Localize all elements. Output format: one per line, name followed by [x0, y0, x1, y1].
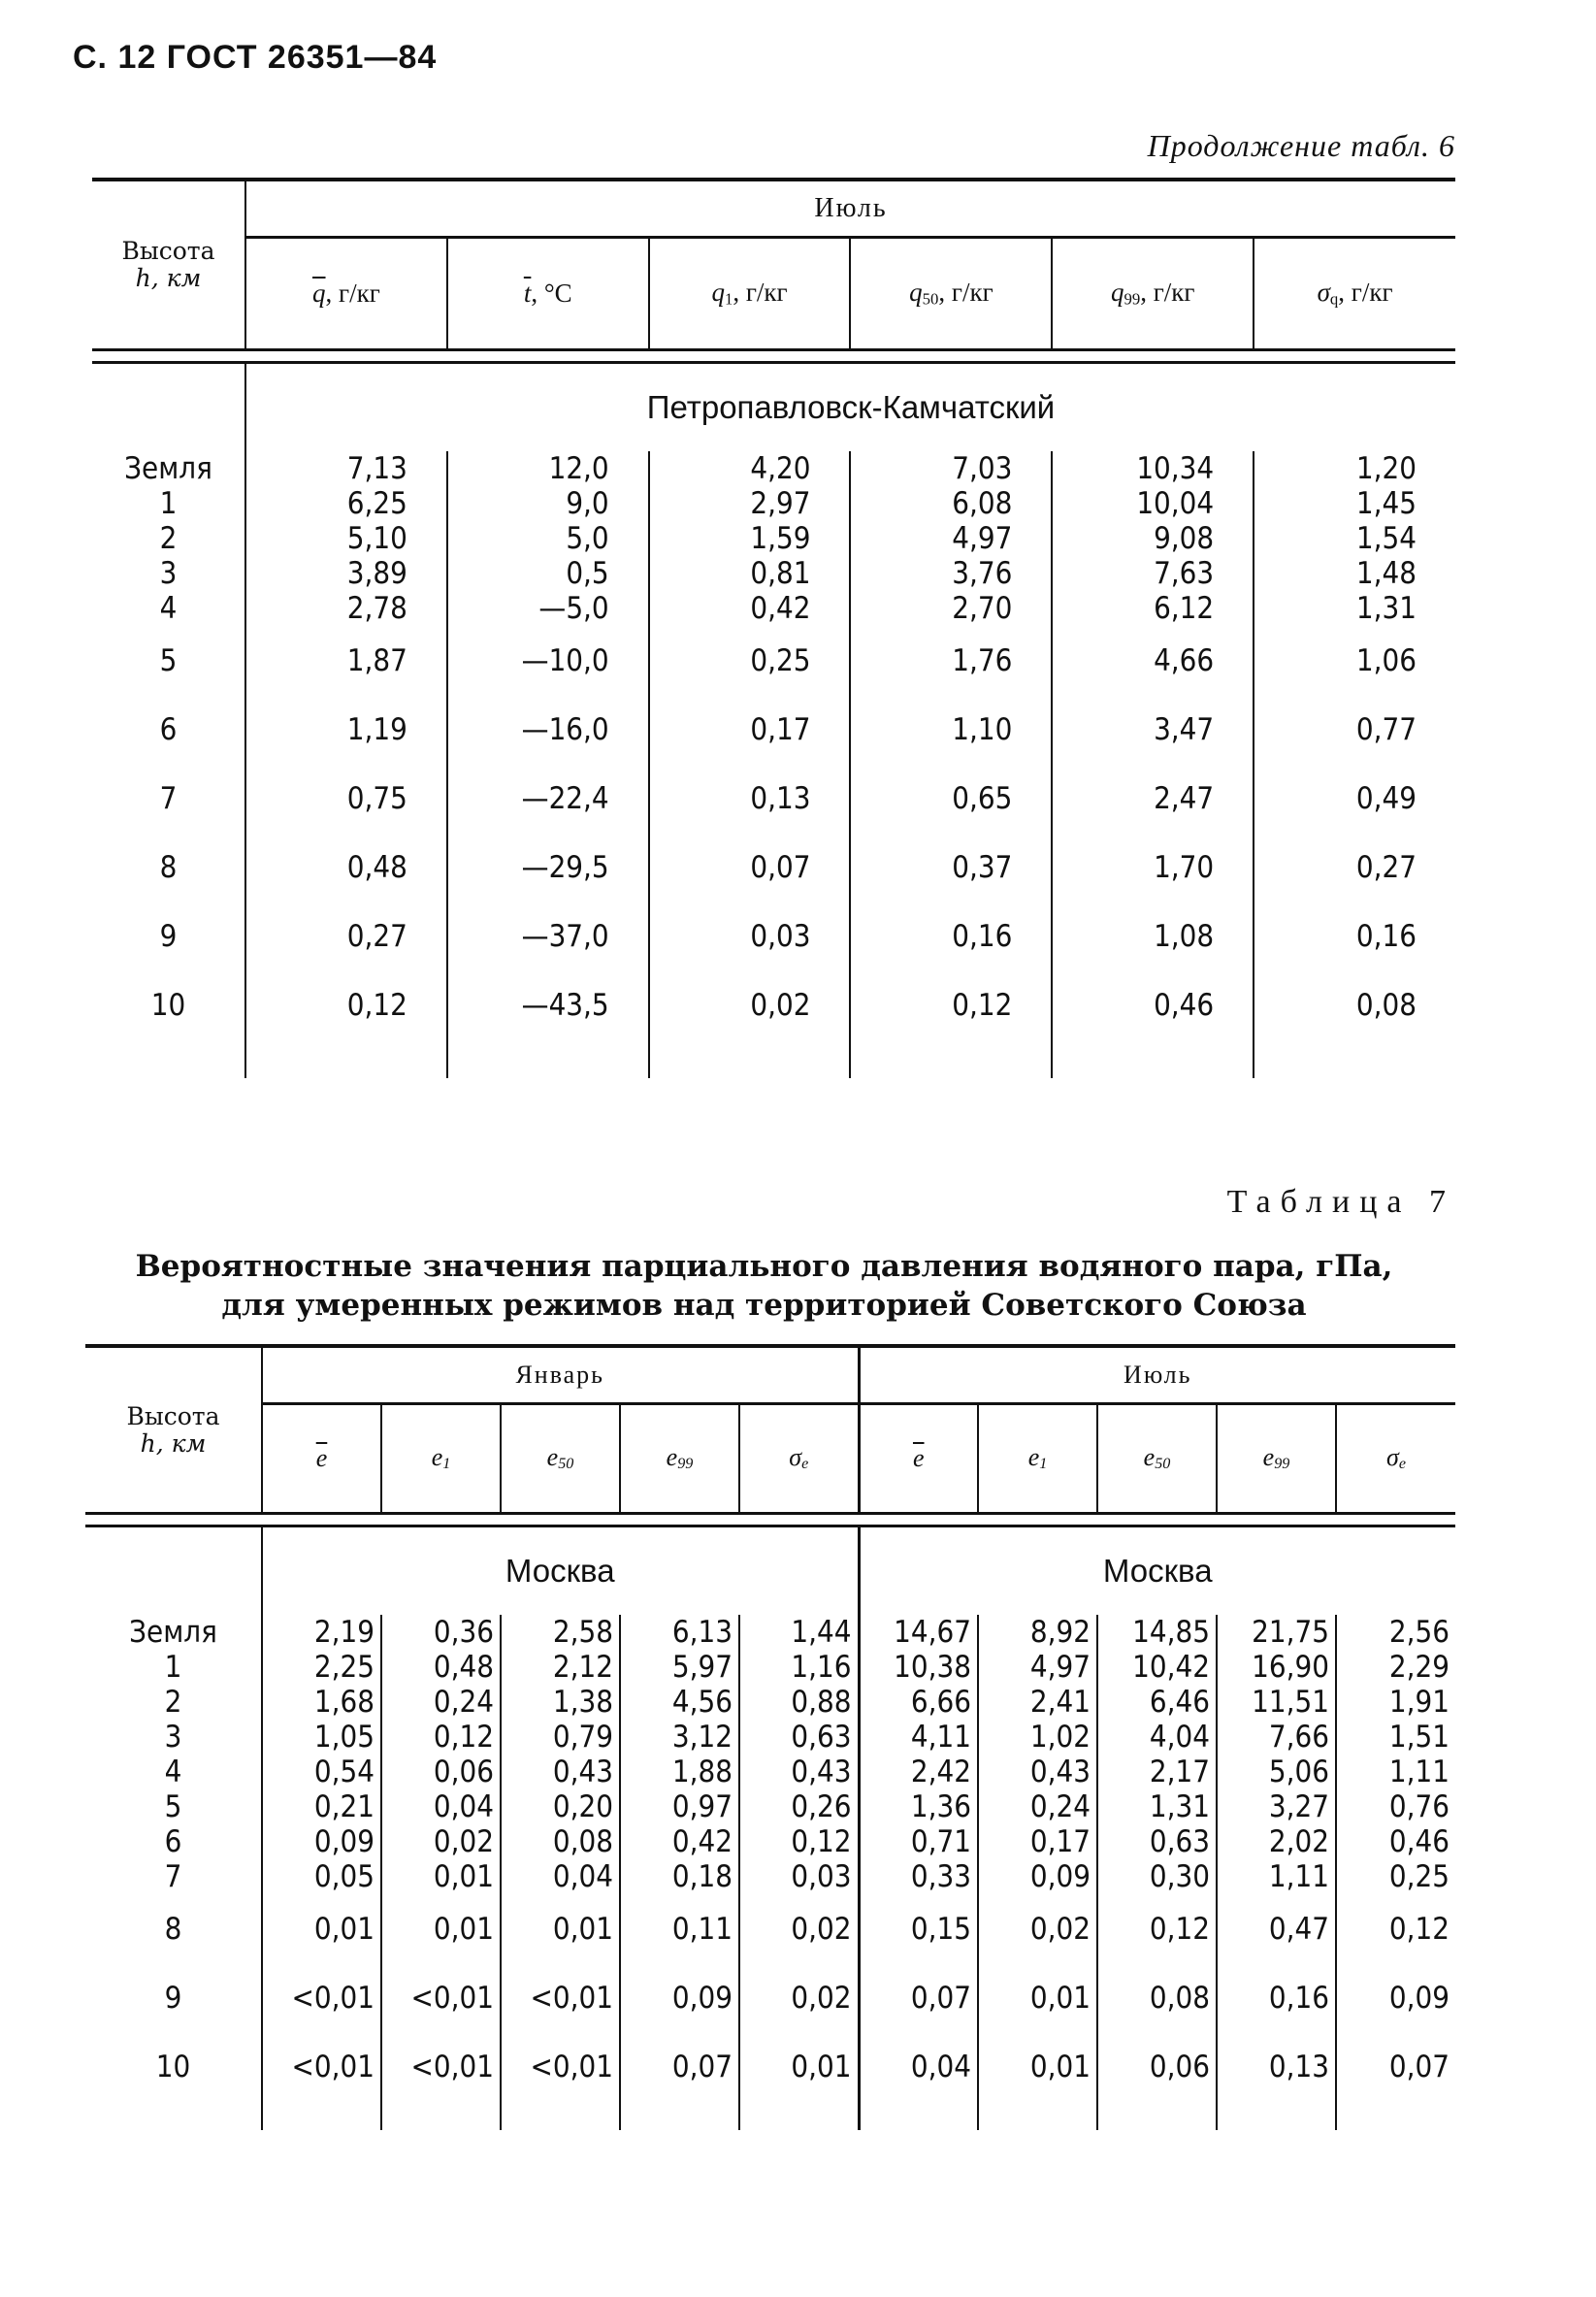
value-cell: 0,42 — [620, 1824, 739, 1859]
value-cell: 0,24 — [381, 1685, 501, 1720]
value-cell: 6,13 — [620, 1615, 739, 1650]
table-row — [92, 626, 1455, 695]
value-cell: 2,97 — [649, 486, 851, 521]
column-header — [739, 1404, 859, 1514]
value-cell: 0,12 — [739, 1824, 859, 1859]
column-header — [850, 238, 1052, 350]
value-cell: 0,09 — [620, 1963, 739, 2032]
table-row — [85, 1824, 1455, 1859]
value-cell: 2,25 — [262, 1650, 381, 1685]
value-cell: 0,04 — [859, 2032, 978, 2101]
height-cell: 2 — [159, 521, 178, 556]
column-header — [501, 1404, 620, 1514]
value-cell: 4,97 — [850, 521, 1052, 556]
value-cell: 3,76 — [850, 556, 1052, 591]
value-cell: 12,0 — [447, 451, 649, 486]
value-cell: 4,66 — [1052, 626, 1254, 695]
value-cell: 0,01 — [381, 1894, 501, 1963]
value-cell: 1,54 — [1254, 521, 1455, 556]
value-cell: 4,04 — [1097, 1720, 1217, 1755]
value-cell: 0,02 — [649, 970, 851, 1039]
value-cell: 0,63 — [739, 1720, 859, 1755]
value-cell: —37,0 — [447, 902, 649, 970]
value-cell: 0,09 — [978, 1859, 1097, 1894]
value-cell: 0,01 — [978, 1963, 1097, 2032]
value-cell: 1,08 — [1052, 902, 1254, 970]
value-cell: 1,31 — [1254, 591, 1455, 626]
page-header: С. 12 ГОСТ 26351—84 — [73, 39, 438, 76]
height-cell: 7 — [159, 780, 178, 816]
height-cell: 10 — [150, 987, 186, 1023]
table-row — [85, 1789, 1455, 1824]
value-cell: 2,19 — [262, 1615, 381, 1650]
table-row — [85, 1685, 1455, 1720]
value-cell: 0,02 — [739, 1963, 859, 2032]
month-header-july: Июль — [859, 1346, 1455, 1404]
table-row — [85, 1755, 1455, 1789]
column-header — [1336, 1404, 1455, 1514]
value-cell: <0,01 — [381, 1963, 501, 2032]
value-cell: 0,43 — [501, 1755, 620, 1789]
height-unit-label: h, км — [135, 264, 202, 292]
value-cell: 0,25 — [1336, 1859, 1455, 1894]
height-cell: 6 — [159, 711, 178, 747]
value-cell: 0,26 — [739, 1789, 859, 1824]
column-header — [447, 238, 649, 350]
value-cell: 0,06 — [381, 1755, 501, 1789]
column-symbol: $\overline{t}$ — [523, 279, 532, 308]
table-continuation-label: Продолжение табл. 6 — [1147, 128, 1455, 163]
city-row — [92, 363, 1455, 452]
value-cell: 0,30 — [1097, 1859, 1217, 1894]
value-cell: 6,08 — [850, 486, 1052, 521]
month-header-january: Январь — [262, 1346, 859, 1404]
value-cell: 0,17 — [649, 695, 851, 764]
value-cell: 0,12 — [1336, 1894, 1455, 1963]
value-cell: 0,01 — [381, 1859, 501, 1894]
height-cell: 4 — [159, 591, 178, 626]
value-cell: —22,4 — [447, 764, 649, 833]
column-unit: , г/кг — [938, 278, 993, 308]
value-cell: 2,29 — [1336, 1650, 1455, 1685]
value-cell: 0,07 — [649, 833, 851, 902]
value-cell: 1,20 — [1254, 451, 1455, 486]
value-cell: 0,27 — [245, 902, 447, 970]
column-subscript: 99 — [677, 1456, 694, 1473]
value-cell: 0,20 — [501, 1789, 620, 1824]
value-cell: 2,78 — [245, 591, 447, 626]
value-cell: 16,90 — [1217, 1650, 1336, 1685]
value-cell: 0,08 — [1097, 1963, 1217, 2032]
height-cell: 1 — [159, 486, 178, 521]
value-cell: 7,66 — [1217, 1720, 1336, 1755]
city-row — [85, 1526, 1455, 1616]
height-cell: 6 — [164, 1824, 182, 1859]
value-cell: 0,08 — [501, 1824, 620, 1859]
value-cell: 11,51 — [1217, 1685, 1336, 1720]
table-row — [85, 2032, 1455, 2101]
value-cell: 0,24 — [978, 1789, 1097, 1824]
value-cell: 14,67 — [859, 1615, 978, 1650]
column-symbol: σ — [1317, 278, 1330, 308]
value-cell: 4,97 — [978, 1650, 1097, 1685]
value-cell: 2,42 — [859, 1755, 978, 1789]
column-unit: , г/кг — [733, 278, 788, 308]
table-6 — [92, 178, 1455, 1078]
column-symbol: q — [1110, 278, 1124, 308]
value-cell: 0,43 — [978, 1755, 1097, 1789]
value-cell: 1,11 — [1336, 1755, 1455, 1789]
value-cell: 5,10 — [245, 521, 447, 556]
value-cell: 0,48 — [245, 833, 447, 902]
value-cell: <0,01 — [262, 1963, 381, 2032]
height-cell: 4 — [164, 1755, 182, 1789]
value-cell: 6,46 — [1097, 1685, 1217, 1720]
value-cell: 0,79 — [501, 1720, 620, 1755]
value-cell: 0,43 — [739, 1755, 859, 1789]
column-symbol: e — [1027, 1443, 1040, 1472]
value-cell: 1,31 — [1097, 1789, 1217, 1824]
column-header — [1217, 1404, 1336, 1514]
height-cell: 9 — [164, 1980, 182, 2016]
value-cell: 0,46 — [1336, 1824, 1455, 1859]
value-cell: 0,48 — [381, 1650, 501, 1685]
column-symbol: e — [431, 1443, 443, 1472]
value-cell: 5,0 — [447, 521, 649, 556]
value-cell: 7,63 — [1052, 556, 1254, 591]
value-cell: 0,12 — [850, 970, 1052, 1039]
value-cell: 10,38 — [859, 1650, 978, 1685]
value-cell: 2,47 — [1052, 764, 1254, 833]
value-cell: —43,5 — [447, 970, 649, 1039]
value-cell: 0,37 — [850, 833, 1052, 902]
value-cell: 1,48 — [1254, 556, 1455, 591]
table-7-label: Таблица 7 — [1226, 1184, 1455, 1220]
value-cell: 0,12 — [381, 1720, 501, 1755]
value-cell: 21,75 — [1217, 1615, 1336, 1650]
column-symbol: $\overline{e}$ — [912, 1444, 925, 1472]
value-cell: 0,08 — [1254, 970, 1455, 1039]
value-cell: 1,38 — [501, 1685, 620, 1720]
header-separator — [85, 1514, 1455, 1526]
value-cell: <0,01 — [501, 1963, 620, 2032]
value-cell: —29,5 — [447, 833, 649, 902]
height-cell: 8 — [159, 849, 178, 885]
column-unit: , г/кг — [1338, 278, 1393, 308]
value-cell: 10,04 — [1052, 486, 1254, 521]
value-cell: 0,15 — [859, 1894, 978, 1963]
height-cell: 5 — [164, 1789, 182, 1824]
value-cell: 2,02 — [1217, 1824, 1336, 1859]
table-7-title-line-1: Вероятностные значения парциального давления водяного пара, гПа, — [135, 1249, 1393, 1284]
value-cell: 9,08 — [1052, 521, 1254, 556]
value-cell: 2,17 — [1097, 1755, 1217, 1789]
column-symbol: e — [1262, 1443, 1275, 1472]
column-symbol: q — [711, 278, 725, 308]
column-symbol: e — [546, 1443, 559, 1472]
value-cell: <0,01 — [381, 2032, 501, 2101]
value-cell: 1,16 — [739, 1650, 859, 1685]
value-cell: 10,34 — [1052, 451, 1254, 486]
value-cell: 0,07 — [859, 1963, 978, 2032]
value-cell: 0,05 — [262, 1859, 381, 1894]
value-cell: 1,68 — [262, 1685, 381, 1720]
column-header — [620, 1404, 739, 1514]
table-row — [92, 591, 1455, 626]
table-row — [85, 1720, 1455, 1755]
column-symbol: e — [666, 1443, 678, 1472]
value-cell: 4,11 — [859, 1720, 978, 1755]
value-cell: 0,12 — [1097, 1894, 1217, 1963]
column-subscript: 50 — [922, 289, 939, 309]
value-cell: 2,58 — [501, 1615, 620, 1650]
value-cell: 0,47 — [1217, 1894, 1336, 1963]
value-cell: 1,02 — [978, 1720, 1097, 1755]
table-row — [92, 902, 1455, 970]
column-symbol: $\overline{q}$ — [312, 279, 326, 308]
table-7-title-line-2: для умеренных режимов над территорией Советского Союза — [221, 1288, 1307, 1323]
value-cell: 0,63 — [1097, 1824, 1217, 1859]
table-row — [92, 521, 1455, 556]
table-row — [85, 1615, 1455, 1650]
value-cell: 0,07 — [620, 2032, 739, 2101]
value-cell: 0,01 — [978, 2032, 1097, 2101]
value-cell: 1,05 — [262, 1720, 381, 1755]
value-cell: 5,97 — [620, 1650, 739, 1685]
city-name-july: Москва — [859, 1526, 1455, 1616]
value-cell: 0,09 — [262, 1824, 381, 1859]
value-cell: 0,76 — [1336, 1789, 1455, 1824]
column-header — [1052, 238, 1254, 350]
column-symbol: q — [909, 278, 923, 308]
value-cell: 3,12 — [620, 1720, 739, 1755]
column-subscript: 1 — [1039, 1456, 1048, 1473]
table-7 — [85, 1344, 1455, 2130]
value-cell: 0,03 — [739, 1859, 859, 1894]
table-7-title — [73, 1247, 1455, 1325]
city-name-january: Москва — [262, 1526, 859, 1616]
height-cell: 8 — [164, 1911, 182, 1947]
height-cell: 1 — [164, 1650, 182, 1685]
height-cell: Земля — [124, 451, 212, 486]
column-subscript: e — [801, 1456, 809, 1473]
value-cell: 3,27 — [1217, 1789, 1336, 1824]
value-cell: 3,89 — [245, 556, 447, 591]
value-cell: 0,77 — [1254, 695, 1455, 764]
value-cell: <0,01 — [262, 2032, 381, 2101]
value-cell: 1,45 — [1254, 486, 1455, 521]
value-cell: 2,12 — [501, 1650, 620, 1685]
table-row — [92, 695, 1455, 764]
value-cell: 2,70 — [850, 591, 1052, 626]
value-cell: 7,13 — [245, 451, 447, 486]
height-column-header — [85, 1346, 262, 1514]
value-cell: 0,04 — [501, 1859, 620, 1894]
column-unit: , г/кг — [1140, 278, 1195, 308]
value-cell: 0,97 — [620, 1789, 739, 1824]
value-cell: —10,0 — [447, 626, 649, 695]
city-name: Петропавловск-Камчатский — [245, 363, 1455, 452]
value-cell: 0,02 — [978, 1894, 1097, 1963]
header-separator — [92, 350, 1455, 363]
column-subscript: 50 — [1155, 1456, 1171, 1473]
value-cell: 0,75 — [245, 764, 447, 833]
month-header-july: Июль — [245, 180, 1455, 238]
height-cell: 2 — [164, 1685, 182, 1720]
column-subscript: q — [1329, 289, 1339, 309]
column-symbol: $\overline{e}$ — [315, 1444, 328, 1472]
value-cell: 4,56 — [620, 1685, 739, 1720]
table-row — [92, 486, 1455, 521]
value-cell: 0,13 — [1217, 2032, 1336, 2101]
height-cell: 3 — [164, 1720, 182, 1755]
value-cell: 1,36 — [859, 1789, 978, 1824]
value-cell: 0,09 — [1336, 1963, 1455, 2032]
value-cell: 1,87 — [245, 626, 447, 695]
height-cell: 3 — [159, 556, 178, 591]
value-cell: 0,12 — [245, 970, 447, 1039]
table-row — [92, 556, 1455, 591]
value-cell: 0,02 — [739, 1894, 859, 1963]
height-label: Высота — [121, 237, 215, 265]
value-cell: 4,20 — [649, 451, 851, 486]
value-cell: 0,25 — [649, 626, 851, 695]
value-cell: 0,88 — [739, 1685, 859, 1720]
value-cell: 0,13 — [649, 764, 851, 833]
value-cell: 2,41 — [978, 1685, 1097, 1720]
value-cell: 0,06 — [1097, 2032, 1217, 2101]
value-cell: 0,16 — [1254, 902, 1455, 970]
value-cell: 0,16 — [1217, 1963, 1336, 2032]
height-column-header — [92, 180, 245, 350]
value-cell: 6,66 — [859, 1685, 978, 1720]
table-row — [92, 764, 1455, 833]
value-cell: 0,03 — [649, 902, 851, 970]
value-cell: 1,51 — [1336, 1720, 1455, 1755]
height-label: Высота — [126, 1401, 220, 1430]
value-cell: 0,33 — [859, 1859, 978, 1894]
value-cell: 7,03 — [850, 451, 1052, 486]
value-cell: 0,01 — [262, 1894, 381, 1963]
value-cell: 5,06 — [1217, 1755, 1336, 1789]
value-cell: —5,0 — [447, 591, 649, 626]
value-cell: 0,46 — [1052, 970, 1254, 1039]
column-header — [1254, 238, 1455, 350]
value-cell: 1,91 — [1336, 1685, 1455, 1720]
value-cell: 0,42 — [649, 591, 851, 626]
column-header — [381, 1404, 501, 1514]
value-cell: 8,92 — [978, 1615, 1097, 1650]
value-cell: 2,56 — [1336, 1615, 1455, 1650]
table-row — [85, 1894, 1455, 1963]
value-cell: 1,19 — [245, 695, 447, 764]
value-cell: 0,81 — [649, 556, 851, 591]
value-cell: 0,01 — [739, 2032, 859, 2101]
value-cell: 0,36 — [381, 1615, 501, 1650]
value-cell: 14,85 — [1097, 1615, 1217, 1650]
column-subscript: 1 — [442, 1456, 451, 1473]
column-header — [245, 238, 447, 350]
table-row — [92, 833, 1455, 902]
column-header — [978, 1404, 1097, 1514]
column-subscript: 99 — [1124, 289, 1141, 309]
value-cell: 6,12 — [1052, 591, 1254, 626]
table-row — [85, 1859, 1455, 1894]
column-header — [262, 1404, 381, 1514]
value-cell: 0,11 — [620, 1894, 739, 1963]
height-cell: 5 — [159, 642, 178, 678]
column-symbol: σ — [789, 1443, 802, 1472]
value-cell: 3,47 — [1052, 695, 1254, 764]
value-cell: 1,88 — [620, 1755, 739, 1789]
value-cell: 0,21 — [262, 1789, 381, 1824]
table-bottom-padding — [92, 1039, 1455, 1078]
value-cell: 9,0 — [447, 486, 649, 521]
value-cell: 0,01 — [501, 1894, 620, 1963]
value-cell: 0,54 — [262, 1755, 381, 1789]
table-row — [85, 1963, 1455, 2032]
column-header — [649, 238, 851, 350]
column-header — [859, 1404, 978, 1514]
table-row — [92, 970, 1455, 1039]
column-header — [1097, 1404, 1217, 1514]
column-symbol: e — [1143, 1443, 1156, 1472]
value-cell: 0,17 — [978, 1824, 1097, 1859]
value-cell: 10,42 — [1097, 1650, 1217, 1685]
value-cell: 1,11 — [1217, 1859, 1336, 1894]
value-cell: 1,44 — [739, 1615, 859, 1650]
value-cell: 1,70 — [1052, 833, 1254, 902]
column-subscript: e — [1398, 1456, 1406, 1473]
value-cell: 0,18 — [620, 1859, 739, 1894]
value-cell: 0,71 — [859, 1824, 978, 1859]
table-bottom-padding — [85, 2101, 1455, 2130]
value-cell: 1,10 — [850, 695, 1052, 764]
height-cell: 9 — [159, 918, 178, 954]
value-cell: 6,25 — [245, 486, 447, 521]
height-cell: Земля — [129, 1615, 217, 1650]
height-cell: 10 — [155, 2049, 191, 2084]
value-cell: 0,5 — [447, 556, 649, 591]
column-subscript: 99 — [1274, 1456, 1290, 1473]
value-cell: 1,59 — [649, 521, 851, 556]
value-cell: 0,04 — [381, 1789, 501, 1824]
column-subscript: 50 — [558, 1456, 574, 1473]
value-cell: 1,76 — [850, 626, 1052, 695]
value-cell: 0,02 — [381, 1824, 501, 1859]
value-cell: <0,01 — [501, 2032, 620, 2101]
height-unit-label: h, км — [140, 1428, 207, 1458]
column-unit: , °С — [531, 279, 572, 308]
column-symbol: σ — [1386, 1443, 1399, 1472]
value-cell: 0,07 — [1336, 2032, 1455, 2101]
value-cell: 0,16 — [850, 902, 1052, 970]
value-cell: 0,65 — [850, 764, 1052, 833]
value-cell: 0,49 — [1254, 764, 1455, 833]
value-cell: 0,27 — [1254, 833, 1455, 902]
table-row — [92, 451, 1455, 486]
value-cell: —16,0 — [447, 695, 649, 764]
value-cell: 1,06 — [1254, 626, 1455, 695]
table-row — [85, 1650, 1455, 1685]
height-cell: 7 — [164, 1859, 182, 1894]
column-unit: , г/кг — [325, 279, 380, 308]
column-subscript: 1 — [724, 289, 733, 309]
